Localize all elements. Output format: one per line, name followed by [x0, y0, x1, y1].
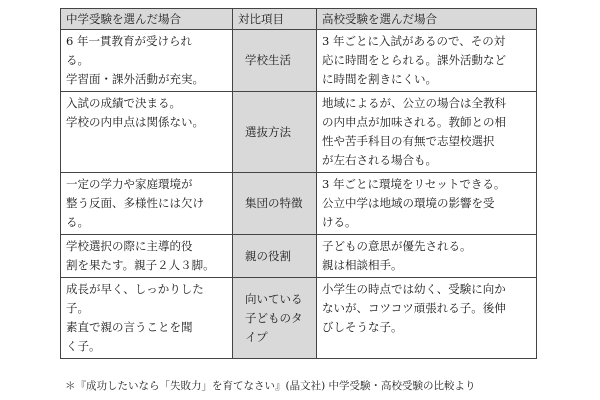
- cell-junior-high: [61, 235, 233, 278]
- table-row: [61, 173, 537, 235]
- cell-text: 子。: [66, 301, 89, 315]
- table-row: [61, 235, 537, 278]
- cell-text: 6 年一貫教育が受けられ: [66, 34, 192, 48]
- cell-high-school: [317, 30, 537, 92]
- cell-comparison-item: [233, 173, 317, 235]
- cell-text: 性や苦手科目の有無で志望校選択: [322, 134, 495, 148]
- header-comparison-item: 対比項目: [233, 9, 317, 30]
- table-row: [61, 30, 537, 92]
- item-label: 親の役割: [245, 248, 291, 263]
- cell-high-school: [317, 278, 537, 359]
- cell-text: 子どもの意思が優先される。: [322, 239, 472, 253]
- comparison-table: [60, 8, 537, 359]
- item-label: 子どものタ: [245, 310, 303, 325]
- cell-text: が左右される場合も。: [322, 153, 437, 167]
- cell-comparison-item: [233, 92, 317, 173]
- table-row: [61, 278, 537, 359]
- source-footnote: ＊『成功したいなら「失敗力」を育てなさい』(晶文社) 中学受験・高校受験の比較より: [65, 380, 476, 392]
- item-label: イプ: [245, 329, 268, 344]
- cell-high-school: [317, 235, 537, 278]
- item-label: 向いている: [245, 291, 303, 306]
- cell-text: 地域によるが、公立の場合は全教科: [322, 96, 506, 110]
- cell-text: びしそうな子。: [322, 320, 403, 334]
- cell-junior-high: [61, 92, 233, 173]
- cell-high-school: [317, 173, 537, 235]
- cell-junior-high: [61, 173, 233, 235]
- item-label: 学校生活: [245, 53, 291, 67]
- cell-text: る。: [66, 53, 89, 67]
- cell-text: 割を果たす。親子２人３脚。: [66, 258, 215, 272]
- cell-text: 親は相談相手。: [322, 258, 403, 272]
- cell-comparison-item: [233, 235, 317, 278]
- cell-junior-high: [61, 30, 233, 92]
- cell-text: 公立中学は地域の環境の影響を受: [322, 196, 495, 210]
- cell-text: ないが、コツコツ頑張れる子。後伸: [322, 301, 506, 315]
- table-row: [61, 92, 537, 173]
- cell-comparison-item: [233, 30, 317, 92]
- cell-text: 応に時間をとられる。課外活動など: [322, 53, 506, 67]
- cell-text: 一定の学力や家庭環境が: [66, 177, 193, 191]
- cell-text: ける。: [322, 215, 357, 229]
- cell-text: く子。: [66, 339, 101, 353]
- comparison-table-wrapper: [60, 8, 536, 359]
- cell-text: 小学生の時点では幼く、受験に向か: [322, 282, 506, 296]
- cell-text: 3 年ごとに入試があるので、その対: [322, 34, 506, 48]
- table-header-row: [61, 9, 537, 30]
- item-label: 集団の特徴: [245, 196, 303, 210]
- cell-text: 整う反面、多様性には欠け: [66, 196, 204, 210]
- cell-text: 素直で親の言うことを聞: [66, 320, 193, 334]
- header-junior-high-exam: 中学受験を選んだ場合: [61, 9, 233, 30]
- item-label: 選抜方法: [245, 124, 291, 139]
- cell-text: 3 年ごとに環境をリセットできる。: [322, 177, 506, 191]
- cell-high-school: [317, 92, 537, 173]
- cell-text: 入試の成績で決まる。: [66, 96, 181, 110]
- cell-text: に時間を割きにくい。: [322, 72, 437, 86]
- cell-text: の内申点が加味される。教師との相: [322, 115, 506, 129]
- cell-text: 学校選択の際に主導的役: [66, 239, 193, 253]
- cell-comparison-item: [233, 278, 317, 359]
- cell-text: る。: [66, 215, 89, 229]
- cell-text: 学習面・課外活動が充実。: [66, 72, 204, 86]
- cell-junior-high: [61, 278, 233, 359]
- header-high-school-exam: 高校受験を選んだ場合: [317, 9, 537, 30]
- cell-text: 学校の内申点は関係ない。: [66, 115, 204, 129]
- cell-text: 成長が早く、しっかりした: [66, 282, 204, 296]
